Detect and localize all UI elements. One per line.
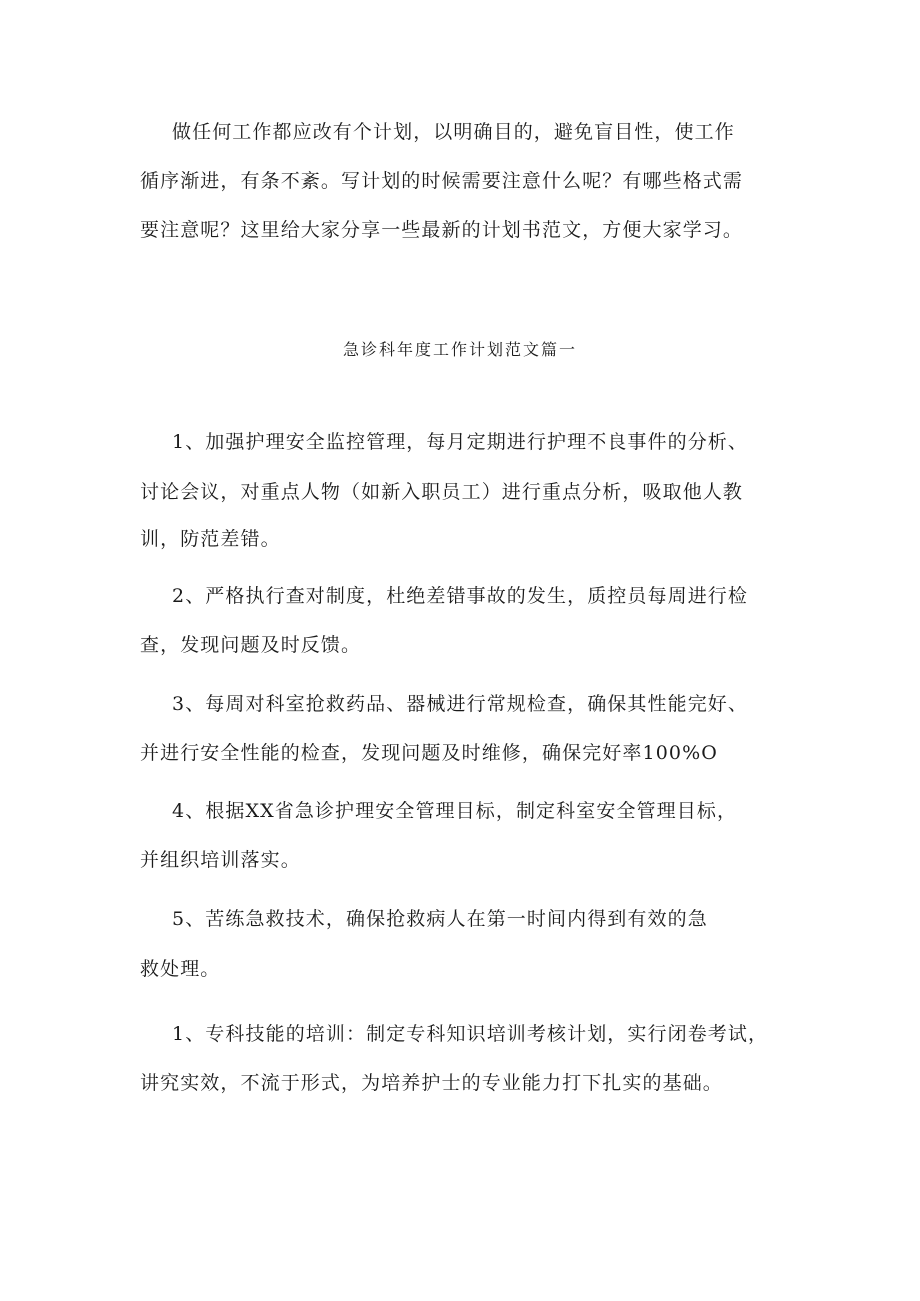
intro-line: 做任何工作都应改有个计划，以明确目的，避免盲目性，使工作	[172, 121, 735, 143]
list-item-line: 3、每周对科室抢救药品、器械进行常规检查，确保其性能完好、	[172, 693, 748, 715]
list-item-line: 讨论会议，对重点人物（如新入职员工）进行重点分析，吸取他人教	[140, 481, 744, 503]
intro-line: 要注意呢？这里给大家分享一些最新的计划书范文，方便大家学习。	[140, 219, 744, 241]
list-item-line: 并进行安全性能的检查，发现问题及时维修，确保完好率100%O	[140, 742, 718, 764]
list-item-line: 2、严格执行查对制度，杜绝差错事故的发生，质控员每周进行检	[172, 585, 748, 607]
list-item-line: 训，防范差错。	[140, 528, 281, 550]
list-item-line: 救处理。	[140, 958, 221, 980]
section-title: 急诊科年度工作计划范文篇一	[342, 340, 577, 359]
list-item-line: 1、专科技能的培训：制定专科知识培训考核计划，实行闭卷考试，	[172, 1023, 769, 1045]
list-item-line: 并组织培训落实。	[140, 849, 301, 871]
list-item-line: 4、根据XX省急诊护理安全管理目标，制定科室安全管理目标，	[172, 800, 738, 822]
list-item-line: 5、苦练急救技术，确保抢救病人在第一时间内得到有效的急	[172, 908, 708, 930]
list-item-line: 1、加强护理安全监控管理，每月定期进行护理不良事件的分析、	[172, 431, 748, 453]
list-item-line: 讲究实效，不流于形式，为培养护士的专业能力打下扎实的基础。	[140, 1072, 723, 1094]
list-item-line: 查，发现问题及时反馈。	[140, 634, 362, 656]
intro-line: 循序渐进，有条不紊。写计划的时候需要注意什么呢？有哪些格式需	[140, 170, 744, 192]
